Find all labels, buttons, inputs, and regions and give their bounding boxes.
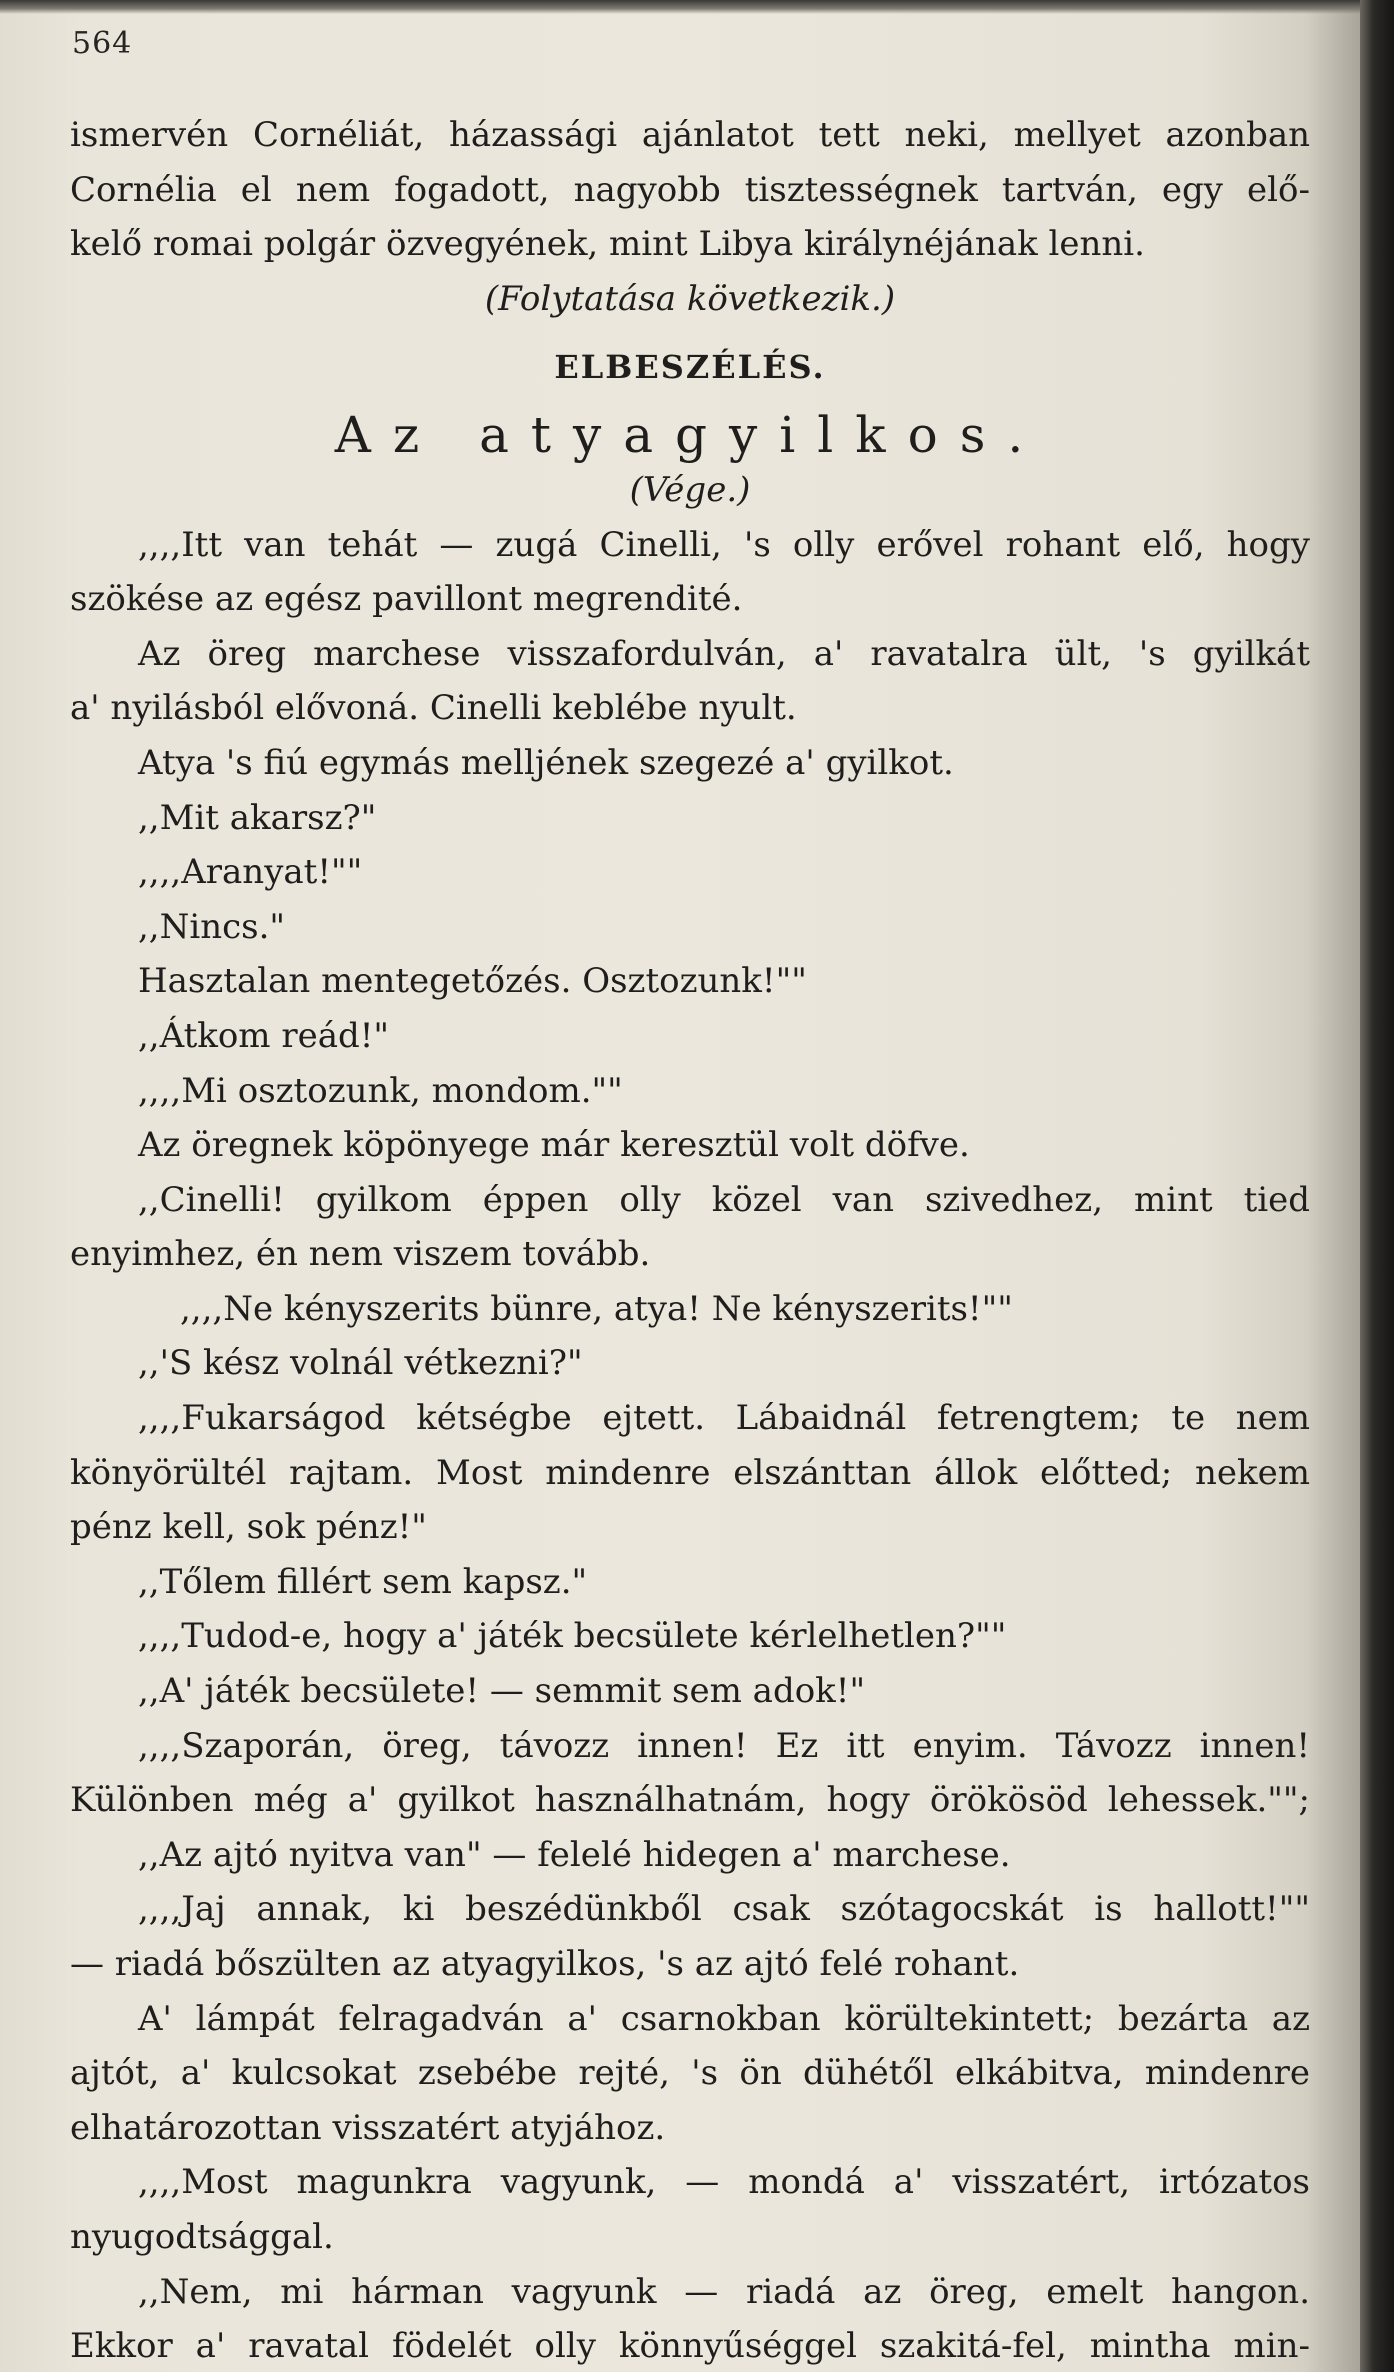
story-line: ,,Tőlem fillért sem kapsz." (138, 1561, 588, 1602)
story-line: ,,,,Aranyat!"" (138, 852, 363, 893)
story-line: ,,Nincs." (138, 906, 286, 947)
page-top-shadow (0, 0, 1360, 14)
story-line: ,,Nem, mi hárman vagyunk — riadá az öreg, emelt hangon. (138, 2271, 1310, 2312)
story-line: ,,Az ajtó nyitva van" — felelé hidegen a' marchese. (138, 1834, 1011, 1875)
story-line: ,,,,Itt van tehát — zugá Cinelli, 's olly erővel rohant elő, hogy (138, 524, 1310, 565)
story-line: ,,Cinelli! gyilkom éppen olly közel van szivedhez, mint tied (138, 1179, 1310, 1220)
story-line: Az öreg marchese visszafordulván, a' ravatalra ült, 's gyilkát (138, 633, 1310, 674)
story-line: ,,A' játék becsülete! — semmit sem adok!" (138, 1671, 866, 1712)
story-subtitle: (Vége.) (629, 469, 751, 510)
story-line: ,,,,Fukarságod kétségbe ejtett. Lábaidnál fetrengtem; te nem (138, 1398, 1310, 1439)
story-line: ,,,,Tudod-e, hogy a' játék becsülete kérlelhetlen?"" (138, 1616, 1007, 1657)
story-line: Atya 's fiú egymás melljének szegezé a' gyilkot. (138, 742, 954, 783)
story-line: Az öregnek köpönyege már keresztül volt döfve. (138, 1125, 970, 1166)
intro-line: ismervén Cornéliát, házassági ajánlatot tett neki, mellyet azonban (70, 115, 1310, 155)
intro-line: kelő romai polgár özvegyének, mint Libya királynéjának lenni. (70, 224, 1145, 265)
story-line: ,,Átkom reád!" (138, 1015, 390, 1056)
story-line: szökése az egész pavillont megrendité. (70, 579, 743, 620)
story-line: könyörültél rajtam. Most mindenre elszánttan állok előtted; nekem (70, 1452, 1310, 1493)
story-line: Hasztalan mentegetőzés. Osztozunk!"" (138, 961, 807, 1002)
story-line: ,,,,Ne kényszerits bünre, atya! Ne kényszerits!"" (180, 1288, 1013, 1329)
story-line: pénz kell, sok pénz!" (70, 1507, 427, 1548)
story-line: ,,,,Most magunkra vagyunk, — mondá a' visszatért, irtózatos (138, 2162, 1310, 2203)
intro-line: Cornélia el nem fogadott, nagyobb tisztességnek tartván, egy elő- (70, 169, 1310, 210)
story-line: A' lámpát felragadván a' csarnokban körültekintett; bezárta az (138, 1998, 1310, 2039)
page-number: 564 (72, 26, 133, 61)
story-line: nyugodtsággal. (70, 2216, 334, 2257)
story-line: elhatározottan visszatért atyjához. (70, 2107, 666, 2148)
book-spine-shadow (1360, 0, 1394, 2372)
story-line: ,,,,Szaporán, öreg, távozz innen! Ez itt enyim. Távozz innen! (138, 1725, 1310, 1766)
story-line: Különben még a' gyilkot használhatnám, hogy örökösöd lehessek.""; (70, 1780, 1310, 1821)
story-line: ,,'S kész volnál vétkezni?" (138, 1343, 583, 1384)
story-line: enyimhez, én nem viszem tovább. (70, 1234, 651, 1275)
story-line: — riadá bőszülten az atyagyilkos, 's az ajtó felé rohant. (70, 1944, 1020, 1984)
continuation-note: (Folytatása következik.) (484, 278, 896, 319)
story-title: Az atyagyilkos. (334, 405, 1046, 464)
story-line: ,,Mit akarsz?" (138, 797, 377, 838)
section-heading: ELBESZÉLÉS. (554, 348, 826, 387)
story-line: ,,,,Mi osztozunk, mondom."" (138, 1070, 623, 1111)
story-line: ,,,,Jaj annak, ki beszédünkből csak szótagocskát is hallott!"" (138, 1889, 1310, 1930)
story-line: Ekkor a' ravatal födelét olly könnyűséggel szakitá-fel, mintha min- (70, 2326, 1310, 2367)
story-line: a' nyilásból elővoná. Cinelli keblébe nyult. (70, 688, 797, 729)
story-line: ajtót, a' kulcsokat zsebébe rejté, 's ön dühétől elkábitva, mindenre (70, 2053, 1310, 2094)
page-text (70, 108, 1310, 2372)
